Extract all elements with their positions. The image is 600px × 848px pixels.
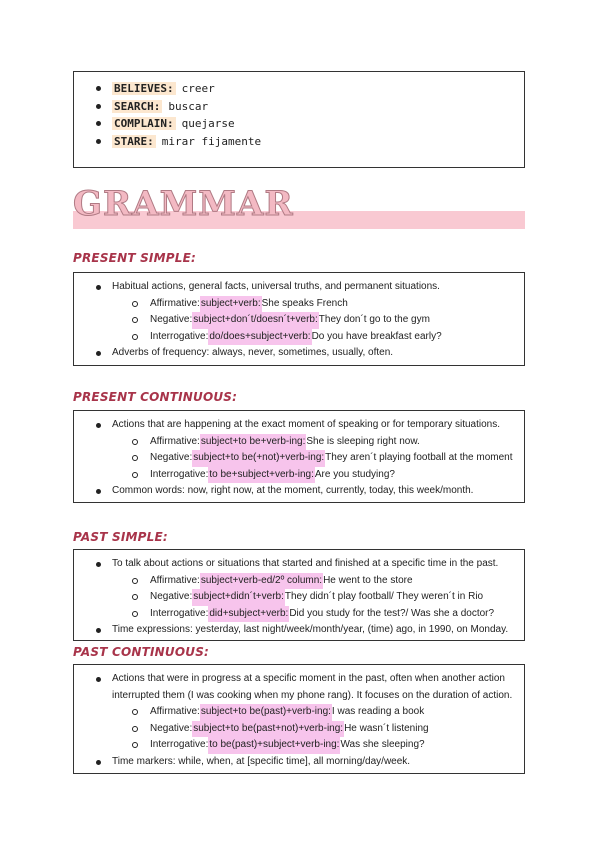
circle-bullet-icon: [132, 472, 138, 478]
circle-bullet-icon: [132, 317, 138, 323]
bullet-icon: [96, 139, 101, 144]
example-text: I was reading a book: [331, 706, 425, 717]
sub-list-item: [74, 721, 524, 738]
form-highlight: subject+to be(past+not)+verb-ing:: [192, 721, 344, 738]
list-item: [74, 345, 524, 362]
vocab-term: STARE:: [114, 134, 154, 148]
sub-list-item: [74, 704, 524, 721]
example-text: They don´t go to the gym: [318, 314, 430, 325]
circle-bullet-icon: [132, 726, 138, 732]
section-heading-past-simple: PAST SIMPLE:: [73, 530, 168, 544]
present-continuous-box: [73, 410, 525, 503]
circle-bullet-icon: [132, 578, 138, 584]
usage-text: To talk about actions or situations that started and finished at a specific time in the past.: [112, 558, 499, 569]
vocab-meaning: mirar fijamente: [161, 134, 262, 148]
circle-bullet-icon: [132, 455, 138, 461]
circle-bullet-icon: [132, 334, 138, 340]
form-highlight: subject+didn´t+verb:: [192, 589, 285, 606]
circle-bullet-icon: [132, 439, 138, 445]
example-text: She speaks French: [261, 297, 348, 309]
vocab-term: COMPLAIN:: [114, 117, 174, 131]
sub-list-item: [74, 312, 524, 329]
form-label: Interrogative:: [150, 468, 209, 480]
form-label: Affirmative:: [150, 706, 200, 717]
bullet-icon: [96, 562, 101, 567]
usage-text: Actions that were in progress at a specific moment in the past, often when another action interrupted them (I was cooking when my phone rang). It focuses on the duration of action.: [112, 673, 513, 701]
vocab-item: [74, 133, 524, 151]
sub-list-item: [74, 296, 524, 313]
bullet-icon: [96, 351, 101, 356]
extra-text: Time expressions: yesterday, last night/week/month/year, (time) ago, in 1990, on Monday.: [112, 624, 509, 635]
present-simple-box: [73, 272, 525, 366]
sub-list-item: [74, 467, 524, 484]
example-text: Was she sleeping?: [340, 739, 425, 750]
extra-text: Adverbs of frequency: always, never, sometimes, usually, often.: [112, 347, 394, 358]
vocab-term: SEARCH:: [114, 99, 161, 113]
bullet-icon: [96, 104, 101, 109]
vocab-item: [74, 98, 524, 116]
bullet-icon: [96, 628, 101, 633]
extra-text: Time markers: while, when, at [specific time], all morning/day/week.: [112, 755, 411, 767]
bullet-icon: [96, 677, 101, 682]
form-label: Affirmative:: [150, 574, 200, 586]
example-text: Did you study for the test?/ Was she a doctor?: [289, 607, 495, 619]
bullet-icon: [96, 86, 101, 91]
form-highlight: subject+to be(past)+verb-ing:: [200, 704, 332, 721]
list-item: [74, 754, 524, 771]
usage-text: Habitual actions, general facts, universal truths, and permanent situations.: [112, 281, 440, 292]
sub-list-item: [74, 450, 524, 467]
circle-bullet-icon: [132, 742, 138, 748]
form-label: Negative:: [150, 722, 193, 734]
form-label: Interrogative:: [150, 739, 209, 750]
circle-bullet-icon: [132, 709, 138, 715]
list-item: [74, 483, 524, 500]
form-label: Affirmative:: [150, 297, 200, 309]
sub-list-item: [74, 606, 524, 623]
form-highlight: to be+subject+verb-ing:: [208, 467, 315, 484]
form-highlight: did+subject+verb:: [208, 606, 289, 623]
form-highlight: do/does+subject+verb:: [208, 329, 311, 346]
form-highlight: subject+to be+verb-ing:: [200, 434, 307, 451]
form-highlight: subject+to be(+not)+verb-ing:: [192, 450, 325, 467]
sub-list-item: [74, 329, 524, 346]
example-text: Do you have breakfast early?: [311, 330, 442, 342]
example-text: Are you studying?: [314, 468, 395, 480]
form-label: Affirmative:: [150, 435, 200, 447]
vocab-item: [74, 115, 524, 133]
form-highlight: subject+don´t/doesn´t+verb:: [192, 312, 319, 329]
circle-bullet-icon: [132, 594, 138, 600]
section-heading-present-continuous: PRESENT CONTINUOUS:: [73, 390, 238, 404]
circle-bullet-icon: [132, 301, 138, 307]
sub-list-item: [74, 434, 524, 451]
form-label: Negative:: [150, 314, 193, 325]
example-text: He went to the store: [323, 574, 413, 586]
sub-list-item: [74, 589, 524, 606]
form-label: Interrogative:: [150, 607, 209, 619]
vocab-item: [74, 80, 524, 98]
form-highlight: subject+verb:: [200, 296, 262, 313]
form-label: Negative:: [150, 452, 193, 463]
example-text: They didn´t play football/ They weren´t in Rio: [284, 591, 484, 602]
bullet-icon: [96, 489, 101, 494]
form-highlight: to be(past)+subject+verb-ing:: [208, 737, 340, 754]
bullet-icon: [96, 121, 101, 126]
vocab-term: BELIEVES:: [114, 82, 174, 96]
form-highlight: subject+verb-ed/2º column:: [200, 573, 323, 590]
bullet-icon: [96, 760, 101, 765]
vocab-meaning: buscar: [168, 99, 209, 113]
list-item: [74, 671, 524, 704]
past-simple-box: [73, 549, 525, 641]
vocabulary-box: [73, 71, 525, 168]
bullet-icon: [96, 423, 101, 428]
usage-text: Actions that are happening at the exact moment of speaking or for temporary situations.: [112, 419, 500, 430]
page-title: GRAMMAR: [73, 184, 294, 224]
vocab-meaning: quejarse: [181, 117, 235, 131]
sub-list-item: [74, 573, 524, 590]
list-item: [74, 417, 524, 434]
list-item: [74, 622, 524, 639]
bullet-icon: [96, 285, 101, 290]
form-label: Interrogative:: [150, 330, 209, 342]
list-item: [74, 556, 524, 573]
extra-text: Common words: now, right now, at the moment, currently, today, this week/month.: [112, 485, 474, 496]
list-item: [74, 279, 524, 296]
example-text: They aren´t playing football at the moment: [325, 452, 513, 463]
form-label: Negative:: [150, 591, 193, 602]
past-continuous-box: [73, 664, 525, 774]
section-heading-past-continuous: PAST CONTINUOUS:: [73, 645, 210, 659]
circle-bullet-icon: [132, 611, 138, 617]
vocab-meaning: creer: [181, 82, 215, 96]
sub-list-item: [74, 737, 524, 754]
section-heading-present-simple: PRESENT SIMPLE:: [73, 251, 196, 265]
example-text: He wasn´t listening: [344, 722, 429, 734]
example-text: She is sleeping right now.: [306, 435, 420, 447]
